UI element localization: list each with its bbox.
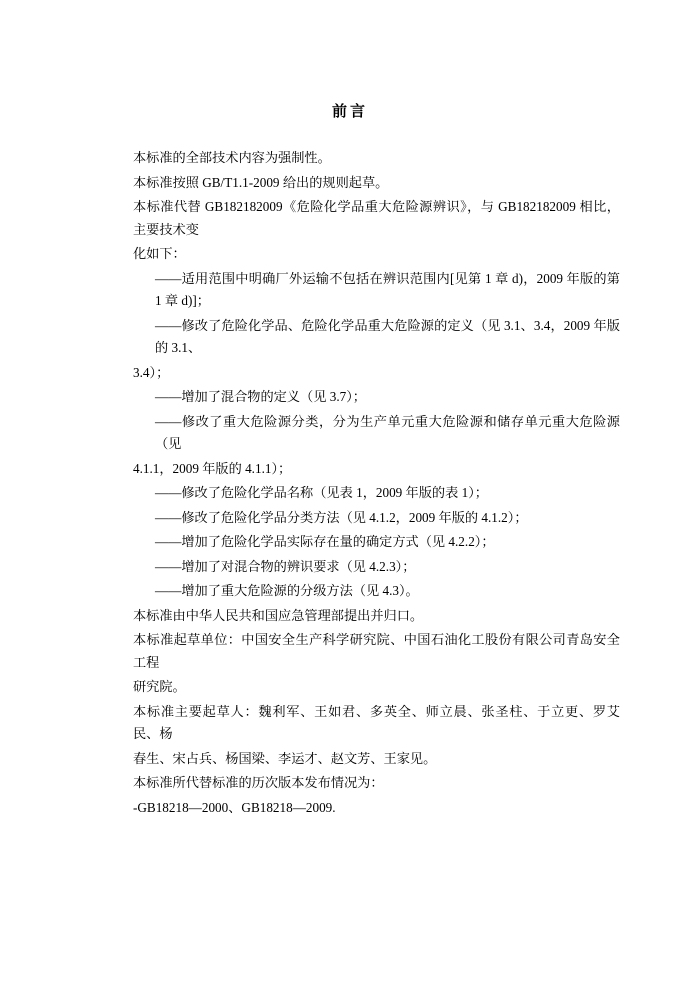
- paragraph: -GB18218—2000、GB18218—2009.: [133, 799, 336, 815]
- paragraph: ——修改了重大危险源分类，分为生产单元重大危险源和储存单元重大危险源（见: [155, 413, 620, 451]
- paragraph: 3.4）；: [133, 364, 170, 380]
- paragraph: 化如下：: [133, 246, 186, 261]
- paragraph: 本标准起草单位：中国安全生产科学研究院、中国石油化工股份有限公司青岛安全工程: [133, 632, 620, 670]
- paragraph: 本标准的全部技术内容为强制性。: [133, 150, 331, 165]
- page-title: 前言: [331, 104, 368, 120]
- paragraph: ——增加了混合物的定义（见 3.7）；: [155, 389, 366, 404]
- paragraph: 4.1.1，2009 年版的 4.1.1）；: [133, 460, 292, 476]
- paragraph: ——增加了重大危险源的分级方法（见 4.3）。: [155, 583, 419, 598]
- paragraph: 本标准按照 GB/T1.1-2009 给出的规则起草。: [133, 174, 389, 190]
- paragraph: 本标准主要起草人：魏利军、王如君、多英全、师立晨、张圣柱、于立更、罗艾民、杨: [133, 703, 620, 741]
- paragraph: ——适用范围中明确厂外运输不包括在辨识范围内[见第 1 章 d)，2009 年版的第 1 章 d)]；: [155, 270, 620, 308]
- paragraph: 本标准所代替标准的历次版本发布情况为：: [133, 775, 384, 790]
- paragraph: ——修改了危险化学品、危险化学品重大危险源的定义（见 3.1、3.4，2009 年版的 3.1、: [155, 317, 620, 355]
- paragraph: ——修改了危险化学品分类方法（见 4.1.2，2009 年版的 4.1.2）；: [155, 509, 528, 525]
- paragraph: ——修改了危险化学品名称（见表 1，2009 年版的表 1）；: [155, 485, 488, 500]
- paragraph: 春生、宋占兵、杨国梁、李运才、赵文芳、王家见。: [133, 750, 437, 766]
- paragraph: ——增加了危险化学品实际存在量的确定方式（见 4.2.2）；: [155, 534, 495, 549]
- paragraph: ——增加了对混合物的辨识要求（见 4.2.3）；: [155, 558, 416, 574]
- document-body: [0, 147, 700, 819]
- paragraph: 研究院。: [133, 679, 186, 694]
- paragraph: 本标准由中华人民共和国应急管理部提出并归口。: [133, 607, 424, 623]
- paragraph: 本标准代替 GB182182009《危险化学品重大危险源辨识》，与 GB182182009 相比，主要技术变: [133, 199, 620, 237]
